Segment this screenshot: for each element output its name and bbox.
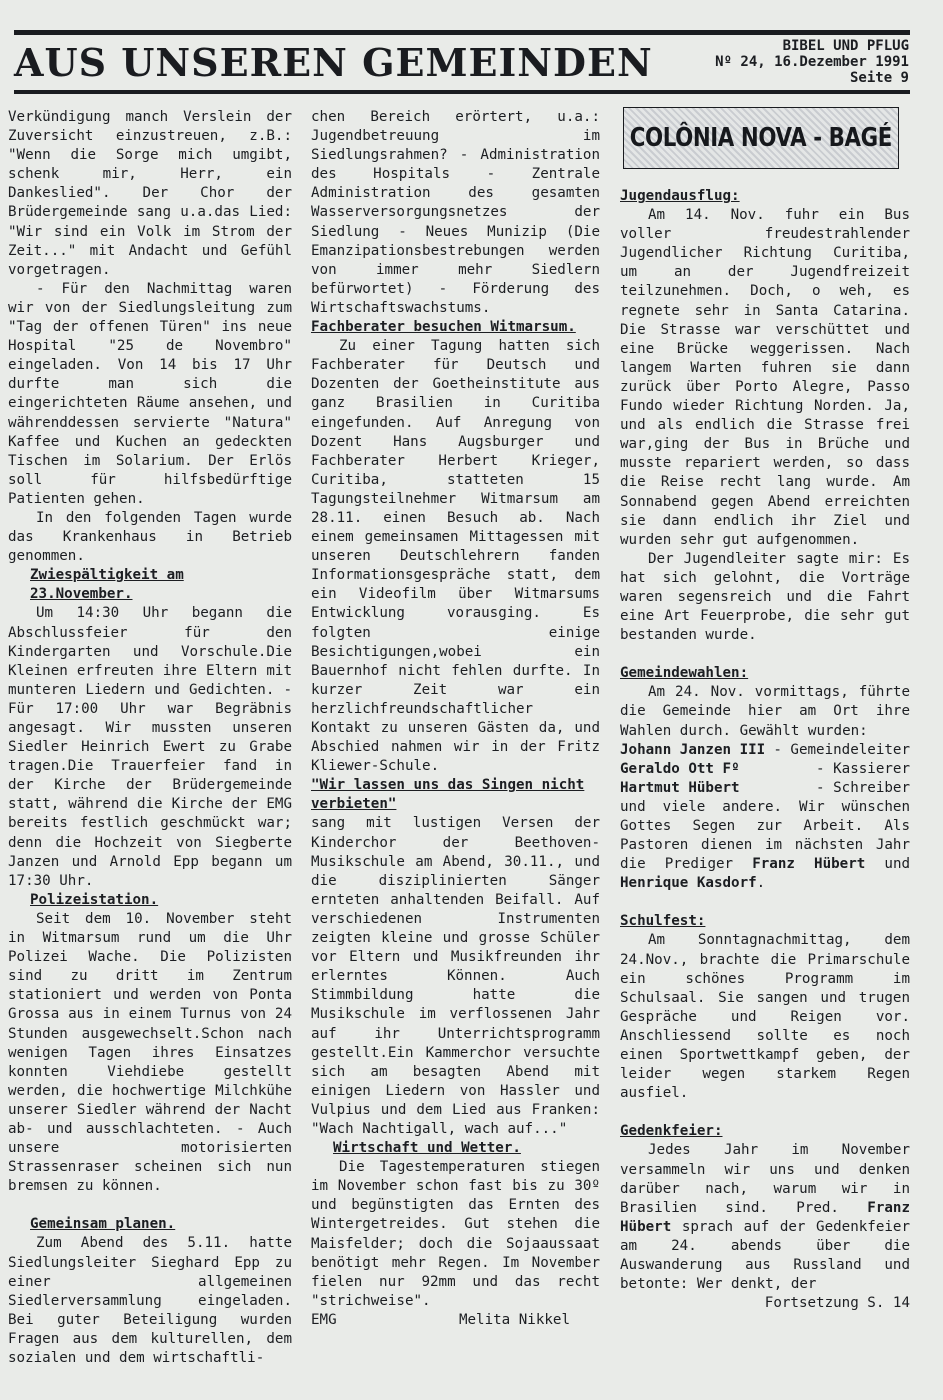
section-badge	[623, 107, 899, 169]
paragraph: Am 24. Nov. vormittags, führte die Gemeinde hier am Ort ihre Wahlen durch. Gewählt wurden:	[620, 684, 910, 739]
paragraph: und viele andere. Wir wünschen Gottes Segen zur Arbeit. Als Pastoren dienen im nächsten Jahr die Prediger Franz Hübert und Henrique Kasdorf.	[620, 798, 911, 892]
elected-name: Hartmut Hübert	[620, 779, 740, 796]
person-name: Franz Hübert	[620, 1199, 910, 1235]
section-heading: Schulfest:	[620, 913, 706, 930]
paragraph: Der Jugendleiter sagte mir: Es hat sich gelohnt, die Vorträge waren segensreich und die Fahrt eine Art Feuerprobe, die sehr gut bestanden wurde.	[620, 550, 910, 644]
badge-label: COLÔNIA NOVA - BAGÉ	[629, 123, 893, 153]
paragraph: Verkündigung manch Verslein der Zuversicht einzustreuen, z.B.: "Wenn die Sorge mich umgibt, schenk mir, Herr, ein Dankeslied". Der Chor der Brüdergemeinde sang u.a.das Lied: "Wir sind ein Volk im Strom der Zeit..." mit Andacht und Gefühl vorgetragen.	[8, 109, 292, 278]
elected-role: - Schreiber	[816, 779, 910, 796]
elected-role: - Kassierer	[816, 760, 910, 777]
elected-entry	[620, 741, 910, 760]
elected-entry	[620, 760, 910, 779]
page-title: AUS UNSEREN GEMEINDEN	[14, 40, 653, 85]
page-number: Seite 9	[849, 70, 909, 86]
column-1	[8, 108, 292, 1368]
masthead	[715, 38, 909, 86]
person-name: Franz Hübert	[752, 856, 866, 873]
section-heading: Gedenkfeier:	[620, 1123, 723, 1140]
section-heading: Jugendausflug:	[620, 188, 740, 204]
section-heading: Wirtschaft und Wetter.	[333, 1140, 521, 1157]
paragraph: Die Tagestemperaturen stiegen im November schon fast bis zu 30º und begünstigten das Ernten des Wintergetreides. Gut stehen die Maisfelder; doch die Sojaaussaat benötigt mehr Regen. Im November fielen nur 92mm und das recht "strichweise".	[311, 1159, 600, 1309]
text-run: und	[884, 856, 911, 873]
section-heading: Gemeinsam planen.	[30, 1216, 176, 1233]
source-tag: EMG	[311, 1311, 337, 1328]
paragraph: Um 14:30 Uhr begann die Abschlussfeier für den Kindergarten und Vorschule.Die Kleinen erfreuten ihre Eltern mit munteren Liedern und Gedichten. - Für 17:00 Uhr war Begräbnis angesagt. Wir mussten unseren Siedler Heinrich Ewert zu Grabe tragen.Die Trauerfeier fand in der Kirche der Brüdergemeinde statt, während die Kirche der EMG bereits festlich geschmückt war; denn die Hochzeit von Siegberte Janzen und Arnold Epp begann um 17:30 Uhr.	[8, 605, 292, 889]
section-heading: Zwiespältigkeit am 23.November.	[30, 567, 184, 603]
paragraph: chen Bereich erörtert, u.a.: Jugendbetreuung im Siedlungsrahmen? - Administration des Hospitals - Zentrale Administration des gesamten Wasserversorgungsnetzes der Siedlung - Neues Munizip (Die Emanzipationsbestrebungen werden von immer mehr Siedlern befürwortet) - Förderung des Wirtschaftswachstums.	[311, 109, 600, 316]
publication-name: BIBEL UND PFLUG	[782, 38, 909, 54]
elected-name: Johann Janzen III	[620, 741, 766, 758]
issue-date: Nº 24, 16.Dezember 1991	[715, 54, 909, 70]
person-name: Henrique Kasdorf	[620, 875, 757, 892]
paragraph	[620, 1141, 910, 1294]
paragraph: Zu einer Tagung hatten sich Fachberater für Deutsch und Dozenten der Goetheinstitute aus ganz Brasilien in Curitiba eingefunden. Auf Anregung von Dozent Hans Augsburger und Fachberater Herbert Krieger, Curitiba, statteten 15 Tagungsteilnehmer Witmarsum am 28.11. einen Besuch ab. Nach einem gemeinsamen Mittagessen mit unseren Deutschlehrern fanden Informationsgespräche statt, dem ein Videofilm über Witmarsums Entwicklung vorausging. Es folgten einige Besichtigungen,wobei ein Bauernhof nicht fehlen durfte. In kurzer Zeit war ein herzlichfreundschaftlicher Kontakt zu unseren Gästen da, und Abschied nahmen wir in der Fritz Kliewer-Schule.	[311, 338, 600, 775]
text-run: und viele andere. Wir wünschen Gottes Segen zur Arbeit. Als Pastoren dienen im nächsten Jahr die Prediger	[620, 798, 910, 873]
paragraph: In den folgenden Tagen wurde das Krankenhaus in Betrieb genommen.	[8, 509, 292, 565]
column-3	[620, 187, 910, 1313]
column-2	[311, 108, 600, 1330]
elected-name: Geraldo Ott Fº	[620, 760, 740, 777]
elected-role: - Gemeindeleiter	[773, 741, 910, 758]
author-signature: Melita Nikkel	[458, 1311, 570, 1328]
continuation-note: Fortsetzung S. 14	[764, 1295, 910, 1312]
text-run: sprach auf der Gedenkfeier am 24. abends über die Auswanderung aus Russland und betonte: Wer denkt, der	[620, 1218, 910, 1293]
section-heading: Fachberater besuchen Witmarsum.	[311, 319, 576, 336]
paragraph: Seit dem 10. November steht in Witmarsum rund um die Uhr Polizei Wache. Die Polizisten sind zu dritt im Zentrum stationiert und werden von Ponta Grossa aus in einem Turnus von 24 Stunden ausgewechselt.Schon nach wenigen Tagen ihres Einsatzes konnten Viehdiebe gestellt werden, die hochwertige Milchkühe unserer Siedler während der Nacht ab- und ausschlachteten. - Auch unsere motorisierten Strassenraser scheinen sich nun bremsen zu können.	[8, 910, 292, 1195]
section-heading: Polizeistation.	[30, 891, 159, 908]
paragraph: Am 14. Nov. fuhr ein Bus voller freudestrahlender Jugendlicher Richtung Curitiba, um an der Jugendfreizeit teilzunehmen. Doch, o weh, es regnete sehr in Santa Catarina. Die Strasse war verschüttet und eine Brücke weggerissen. Nach langem Warten fuhren sie dann zurück über Porto Alegre, Passo Fundo wieder Richtung Norden. Ja, und als endlich die Strasse frei war,ging der Bus in Brüche und musste repariert werden, so dass die Reise recht lang wurde. Am Sonnabend gegen Abend erreichten sie dann endlich ihr Ziel und wurden sehr gut aufgenommen.	[620, 207, 910, 548]
paragraph: sang mit lustigen Versen der Kinderchor der Beethoven-Musikschule am Abend, 30.11., und die disziplinierten Sänger ernteten anhaltenden Beifall. Auf verschiedenen Instrumenten zeigten kleine und grosse Schüler vor Eltern und Musikfreunden ihr erlerntes Können. Auch Stimmbildung hatte die Musikschule im verflossenen Jahr auf ihr Unterrichtsprogramm gestellt.Ein Kammerchor versuchte sich am besagten Abend mit einigen Liedern von Hassler und Vulpius und dem Lied aus Franken: "Wach Nachtigall, wach auf..."	[311, 815, 600, 1137]
paragraph: Zum Abend des 5.11. hatte Siedlungsleiter Sieghard Epp zu einer allgemeinen Siedlerversammlung eingeladen. Bei guter Beteiligung wurden Fragen aus dem kulturellen, dem sozialen und dem wirtschaftli-	[8, 1235, 292, 1366]
paragraph: - Für den Nachmittag waren wir von der Siedlungsleitung zum "Tag der offenen Türen" ins neue Hospital "25 de Novembro" eingeladen. Von 14 bis 17 Uhr durfte man sich die eingerichteten Räume ansehen, und währenddessen servierte "Natura" Kaffee und Kuchen an gedeckten Tischen im Solarium. Der Erlös soll für hilfsbedürftige Patienten gehen.	[8, 280, 292, 507]
header-rule-bottom	[14, 90, 910, 94]
section-heading: "Wir lassen uns das Singen nicht verbieten"	[311, 777, 585, 813]
header-rule-top	[14, 30, 910, 35]
paragraph: Am Sonntagnachmittag, dem 24.Nov., brachte die Primarschule ein schönes Programm im Schulsaal. Sie sangen und trugen Gespräche und Reigen vor. Anschliessend sollte es noch einen Sportwettkampf geben, der leider wegen starkem Regen ausfiel.	[620, 932, 910, 1102]
text-run: Jedes Jahr im November versammeln wir uns und denken darüber nach, warum wir in Brasilien sind. Pred.	[620, 1142, 910, 1216]
section-heading: Gemeindewahlen:	[620, 665, 749, 682]
elected-entry	[620, 779, 910, 798]
article-footer	[311, 1311, 600, 1330]
